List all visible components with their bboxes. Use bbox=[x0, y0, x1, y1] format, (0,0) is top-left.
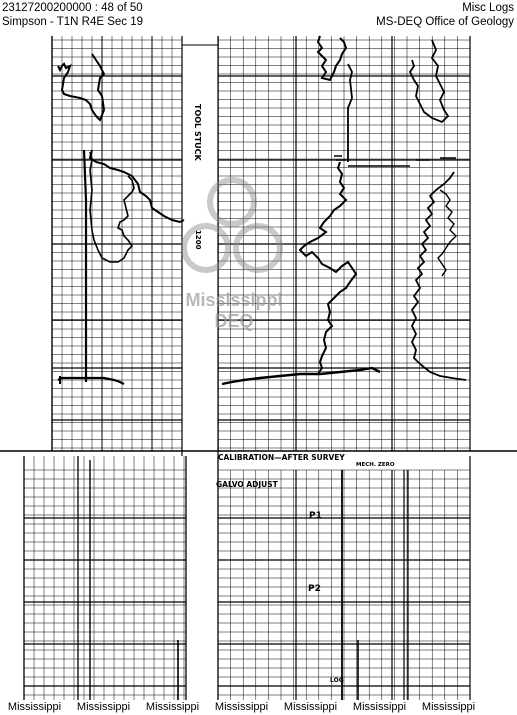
footer-label: Mississippi bbox=[7, 701, 62, 713]
galvo-adjust-label: GALVO ADJUST bbox=[216, 480, 278, 489]
mech-zero-label: MECH. ZERO bbox=[356, 462, 395, 468]
footer-label: Mississippi bbox=[76, 701, 131, 713]
watermark-text-line1: Mississippi bbox=[185, 290, 283, 310]
agency-name: MS-DEQ Office of Geology bbox=[376, 16, 514, 28]
footer-label: Mississippi bbox=[283, 701, 338, 713]
depth-1200-label: 1200 bbox=[194, 230, 202, 250]
deep-curve-right bbox=[300, 162, 356, 374]
step-curve-right bbox=[348, 64, 352, 162]
document-category: Misc Logs bbox=[462, 2, 514, 14]
sp-curve-right bbox=[318, 36, 346, 80]
curve-far-right-lower bbox=[412, 172, 466, 380]
log-label: LOG bbox=[330, 677, 344, 684]
curve-far-right bbox=[410, 40, 448, 122]
footer-label: Mississippi bbox=[421, 701, 476, 713]
sp-curve-left-lower bbox=[90, 150, 184, 222]
baseline-left bbox=[84, 150, 86, 382]
tool-stuck-label: TOOL STUCK bbox=[193, 104, 202, 161]
calibration-label: CALIBRATION—AFTER SURVEY bbox=[218, 453, 345, 462]
upper-log-grid bbox=[52, 36, 470, 451]
p1-label: P1 bbox=[309, 511, 322, 521]
footer-label: Mississippi bbox=[352, 701, 407, 713]
footer-label: Mississippi bbox=[214, 701, 269, 713]
calibration-grid bbox=[24, 456, 470, 700]
p2-label: P2 bbox=[308, 584, 321, 594]
watermark-text-line2: DEQ bbox=[214, 311, 254, 331]
well-location: Simpson - T1N R4E Sec 19 bbox=[2, 16, 144, 28]
sp-curve-left bbox=[58, 54, 104, 120]
bottom-trace-right bbox=[222, 368, 380, 384]
document-id-page-count: 23127200200000 : 48 of 50 bbox=[2, 2, 143, 14]
bottom-trace-left bbox=[58, 378, 124, 384]
footer-label: Mississippi bbox=[145, 701, 200, 713]
footer-watermark-row bbox=[0, 700, 517, 715]
scanned-well-log bbox=[0, 30, 517, 700]
curve-far-right-dense bbox=[438, 190, 456, 276]
